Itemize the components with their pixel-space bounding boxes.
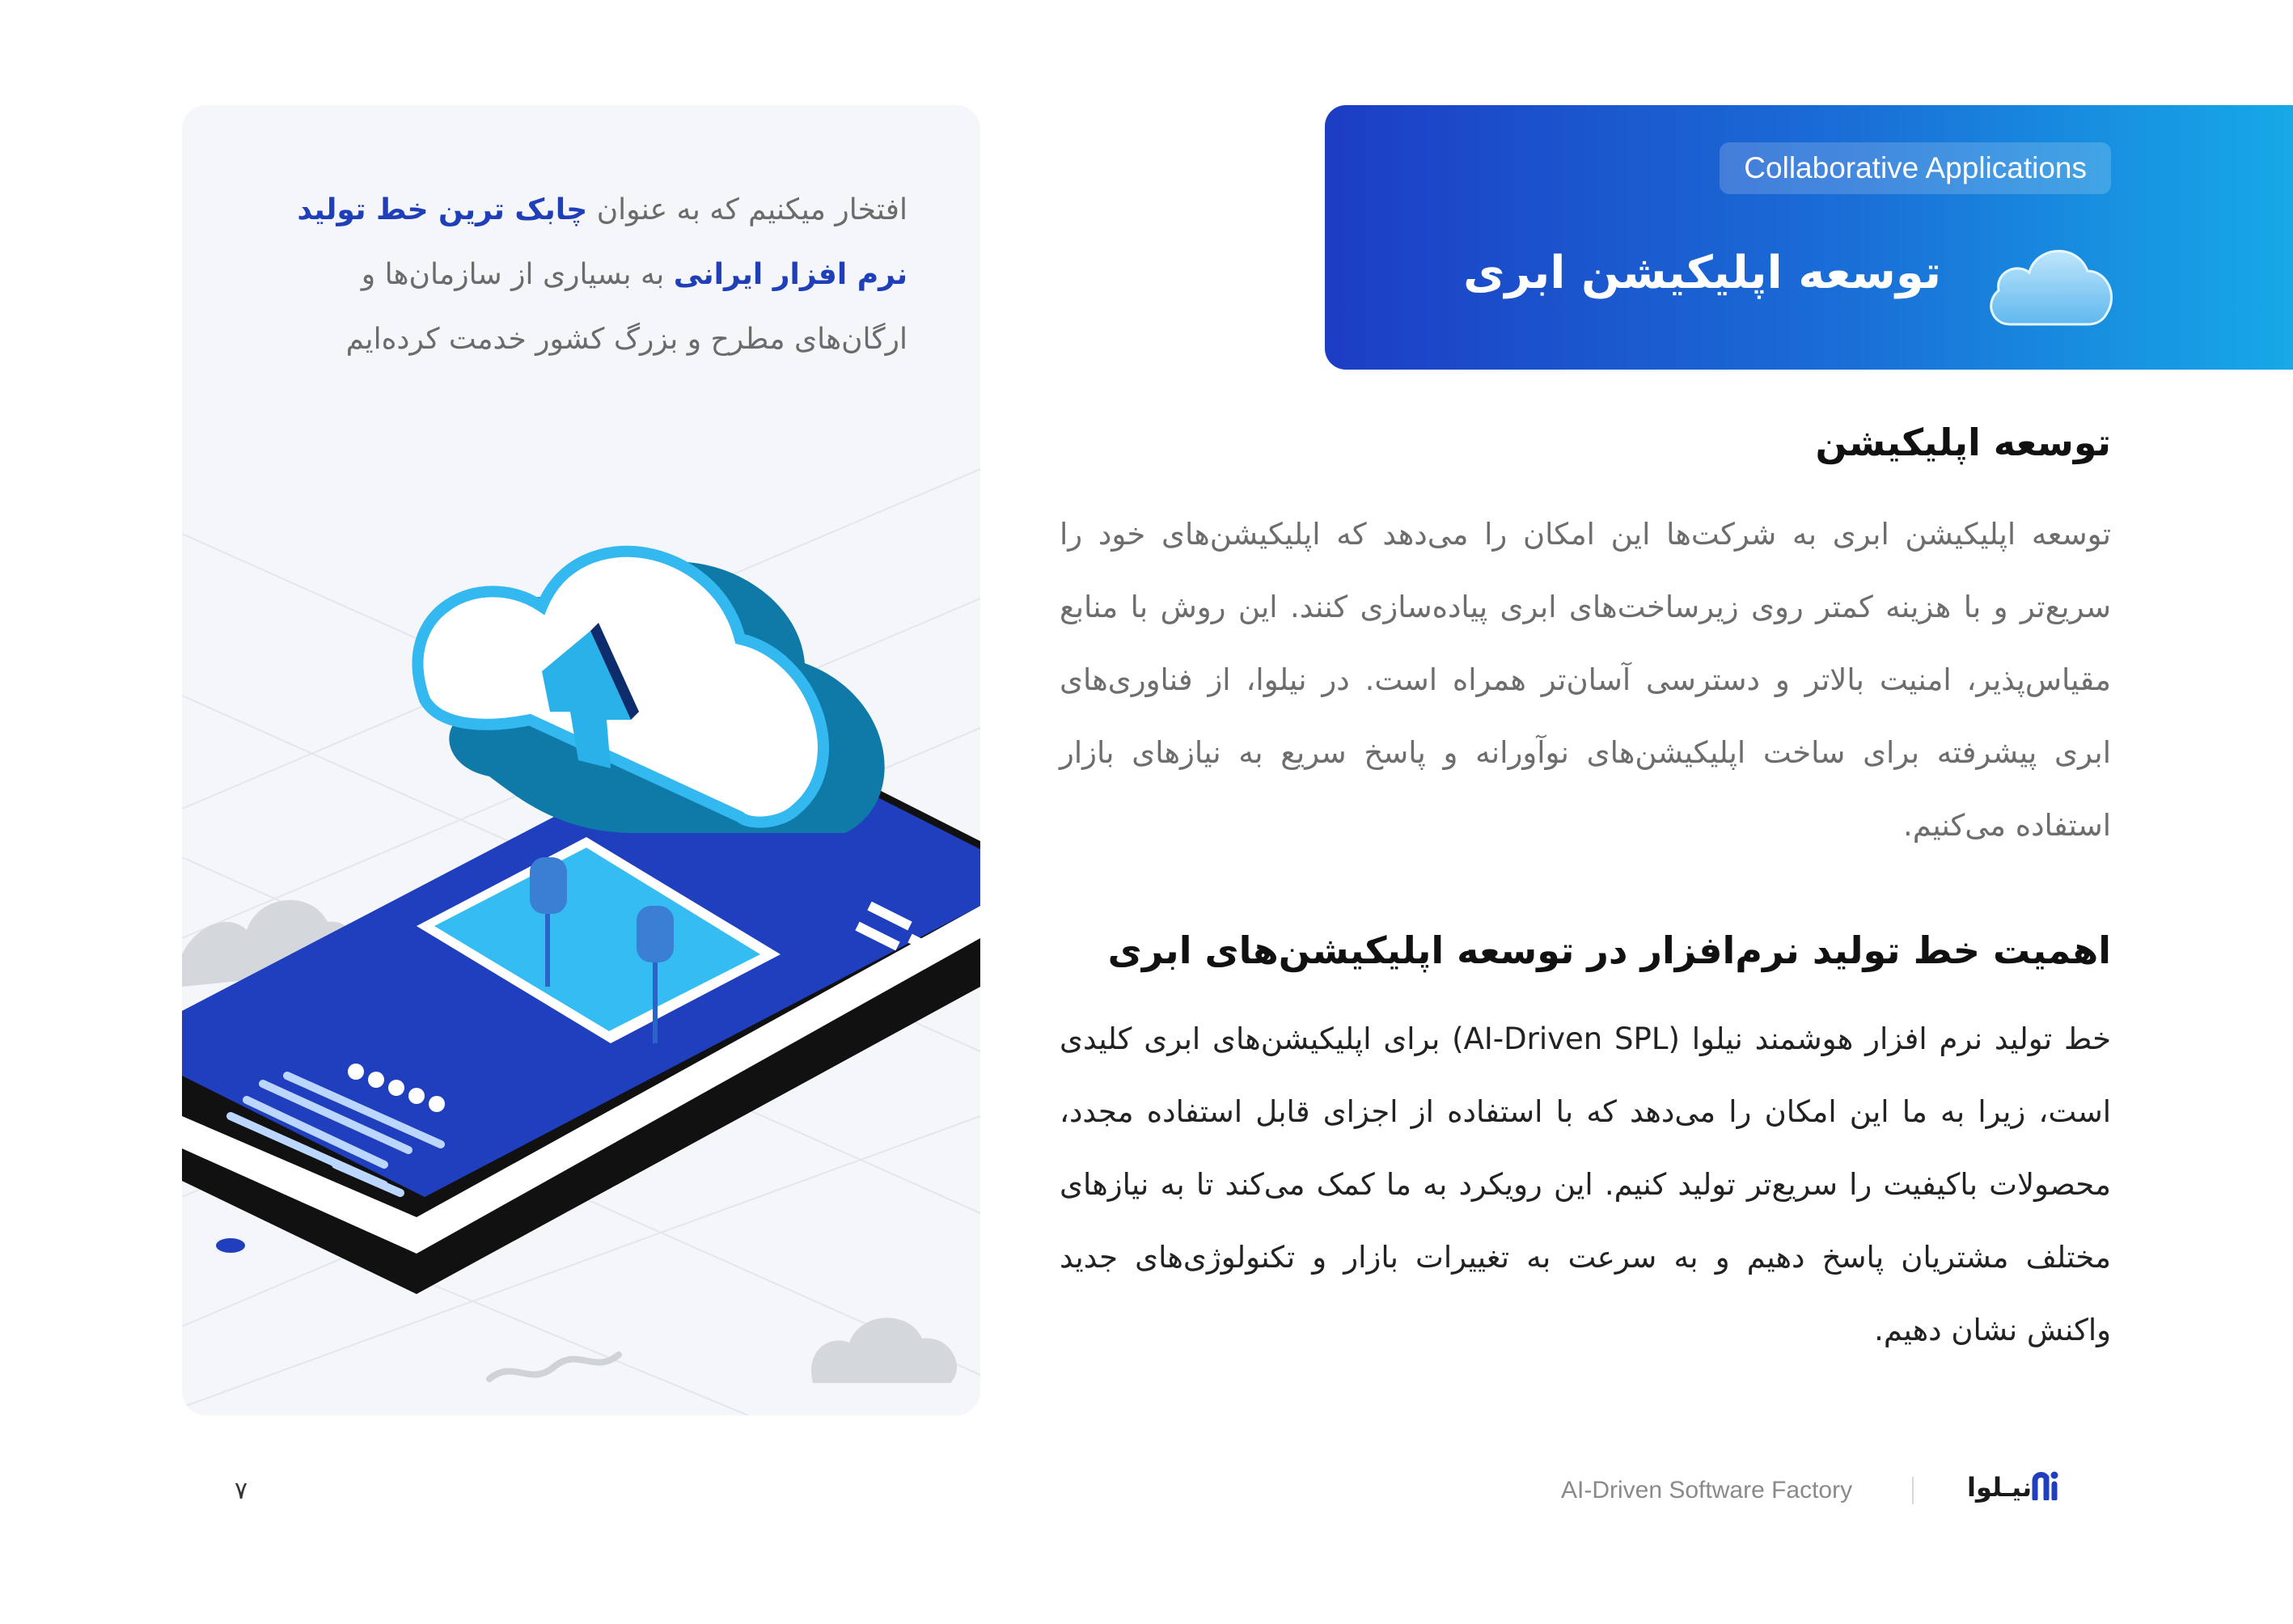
cloud-icon	[1987, 239, 2115, 328]
cloud-upload-phone-illustration	[182, 453, 980, 1415]
header-banner	[1325, 105, 2293, 370]
quote-text-2: به بسیاری از سازمان‌ها و ارگان‌های مطرح و بزرگ کشور خدمت کرده‌ایم	[345, 258, 907, 356]
footer-tagline: AI-Driven Software Factory	[1561, 1477, 1853, 1503]
section2-body: خط تولید نرم افزار هوشمند نیلوا (AI-Driven SPL) برای اپلیکیشن‌های ابری کلیدی است، زیرا به ما این امکان را می‌دهد که با استفاده از اجزای قابل استفاده مجدد، محصولات باکیفیت را سریع‌تر تولید کنیم. این رویکرد به ما کمک می‌کند تا به نیازهای مختلف مشتریان پاسخ دهیم و به سرعت به تغییرات بازار و تکنولوژی‌های جدید واکنش نشان دهیم.	[1060, 1021, 2111, 1347]
nilva-logo-icon	[2032, 1470, 2061, 1500]
page-title: توسعه اپلیکیشن ابری	[1463, 247, 1941, 299]
quote-highlight: چابک ترین خط تولید نرم افزار ایرانی	[297, 193, 907, 291]
footer-brand-name: نیـلوا	[1967, 1472, 2033, 1503]
quote-text-1: افتخار میکنیم که به عنوان	[587, 193, 907, 226]
intro-quote	[263, 178, 907, 372]
section1-heading: توسعه اپلیکیشن	[1815, 421, 2111, 464]
footer-divider	[1912, 1477, 1914, 1504]
page-number: ۷	[235, 1477, 248, 1505]
section-app-development	[1060, 421, 2111, 862]
section1-body: توسعه اپلیکیشن ابری به شرکت‌ها این امکان را می‌دهد که اپلیکیشن‌های خود را سریع‌تر و با هزینه کمتر روی زیرساخت‌های ابری پیاده‌سازی کنند. این روش با منابع مقیاس‌پذیر، امنیت بالاتر و دسترسی آسان‌تر همراه است. در نیلوا، از فناوری‌های ابری پیشرفته برای ساخت اپلیکیشن‌های نوآورانه و پاسخ سریع به نیازهای بازار استفاده می‌کنیم.	[1060, 517, 2111, 843]
section2-heading: اهمیت خط تولید نرم‌افزار در توسعه اپلیکیشن‌های ابری	[1107, 928, 2111, 972]
section-spl-importance	[1060, 928, 2111, 1367]
illustration-card	[182, 105, 980, 1415]
category-tag: Collaborative Applications	[1720, 142, 2111, 194]
